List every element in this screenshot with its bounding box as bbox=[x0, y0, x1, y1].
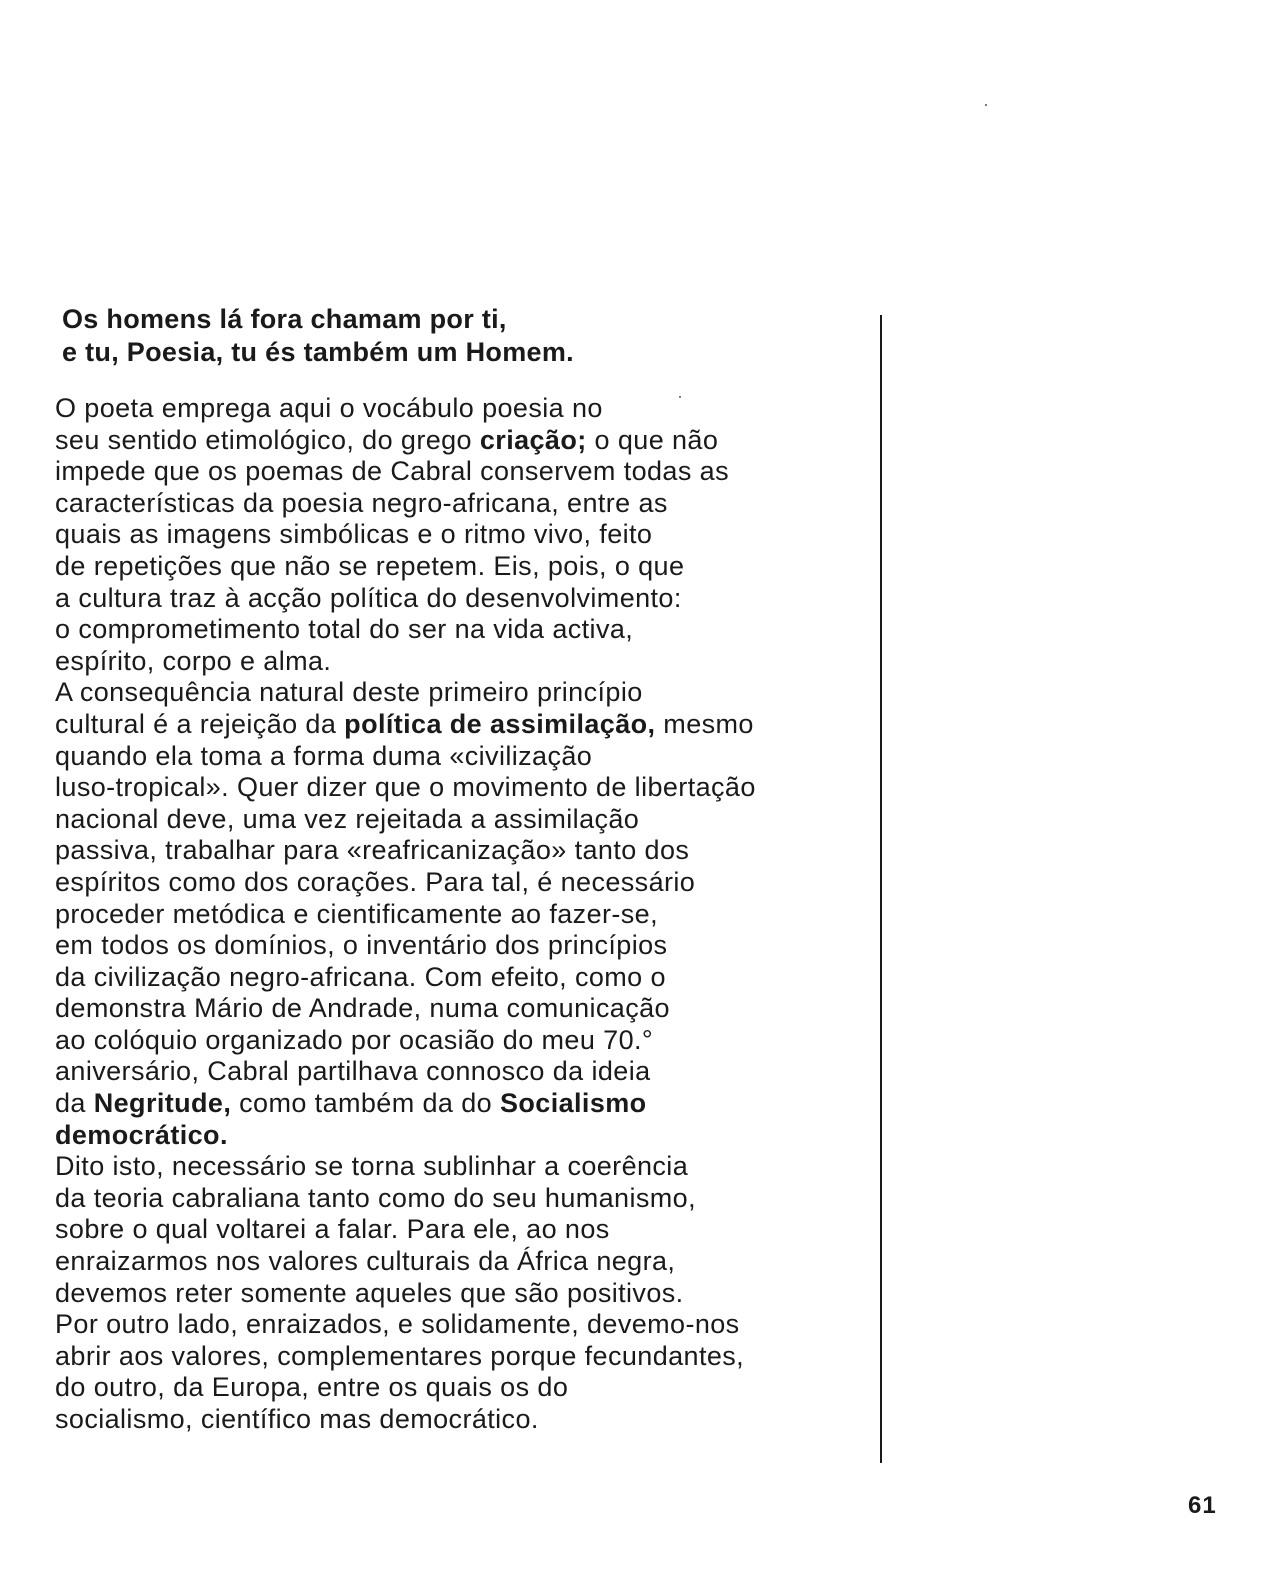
text-line bbox=[55, 456, 875, 488]
text-line bbox=[55, 1309, 875, 1341]
text-line bbox=[55, 551, 875, 583]
text-line bbox=[55, 677, 875, 709]
margin-rule bbox=[880, 315, 882, 1463]
text-line bbox=[55, 962, 875, 994]
body-paragraphs bbox=[55, 393, 875, 1436]
text-run: proceder metódica e cientificamente ao fazer-se, bbox=[55, 898, 658, 929]
scan-speck bbox=[985, 104, 987, 106]
epigraph-line: Os homens lá fora chamam por ti, bbox=[62, 304, 507, 334]
text-run: demonstra Mário de Andrade, numa comunicação bbox=[55, 993, 670, 1024]
text-run: a cultura traz à acção política do desenvolvimento: bbox=[55, 582, 682, 613]
text-line bbox=[55, 1341, 875, 1373]
text-run: de repetições que não se repetem. Eis, pois, o que bbox=[55, 550, 685, 581]
text-run: impede que os poemas de Cabral conservem todas as bbox=[55, 456, 729, 487]
text-run: quais as imagens simbólicas e o ritmo vivo, feito bbox=[55, 519, 653, 550]
text-run: ao colóquio organizado por ocasião do meu 70.° bbox=[55, 1024, 654, 1055]
bold-term: criação; bbox=[479, 424, 587, 455]
epigraph-line: e tu, Poesia, tu és também um Homem. bbox=[62, 337, 574, 367]
text-line bbox=[55, 772, 875, 804]
text-line bbox=[55, 1372, 875, 1404]
text-line bbox=[55, 867, 875, 899]
bold-term: política de assimilação, bbox=[344, 708, 656, 739]
text-line bbox=[55, 425, 875, 457]
text-line bbox=[55, 1056, 875, 1088]
text-run: A consequência natural deste primeiro princípio bbox=[55, 677, 643, 708]
text-run: cultural é a rejeição da bbox=[55, 708, 345, 739]
text-line bbox=[55, 1151, 875, 1183]
text-run: da bbox=[55, 1088, 94, 1119]
text-run: socialismo, científico mas democrático. bbox=[55, 1404, 539, 1434]
text-run: Por outro lado, enraizados, e solidamente, devemo-nos bbox=[55, 1309, 740, 1340]
text-run: seu sentido etimológico, do grego bbox=[55, 424, 480, 455]
text-line bbox=[55, 835, 875, 867]
text-run: abrir aos valores, complementares porque fecundantes, bbox=[55, 1340, 745, 1371]
text-line bbox=[55, 899, 875, 931]
text-run: Dito isto, necessário se torna sublinhar a coerência bbox=[55, 1151, 689, 1182]
text-line bbox=[55, 804, 875, 836]
text-run: devemos reter somente aqueles que são positivos. bbox=[55, 1277, 684, 1308]
text-run: O poeta emprega aqui o vocábulo poesia no bbox=[55, 393, 603, 423]
text-line bbox=[55, 646, 875, 678]
text-line bbox=[55, 1278, 875, 1310]
text-line bbox=[55, 583, 875, 615]
text-line bbox=[55, 519, 875, 551]
text-line bbox=[55, 1025, 875, 1057]
text-line bbox=[55, 1404, 875, 1436]
text-run: da teoria cabraliana tanto como do seu humanismo, bbox=[55, 1182, 696, 1213]
text-line bbox=[55, 1120, 875, 1152]
text-line bbox=[55, 709, 875, 741]
text-line bbox=[55, 1088, 875, 1120]
text-run: espíritos como dos corações. Para tal, é necessário bbox=[55, 866, 696, 897]
text-line bbox=[55, 393, 875, 425]
page-number: 61 bbox=[1188, 1492, 1217, 1519]
text-run: espírito, corpo e alma. bbox=[55, 645, 332, 676]
text-run: mesmo bbox=[655, 708, 754, 739]
text-run: enraizarmos nos valores culturais da África negra, bbox=[55, 1246, 676, 1277]
epigraph bbox=[62, 303, 574, 369]
text-run: o comprometimento total do ser na vida activa, bbox=[55, 614, 634, 645]
text-line bbox=[55, 1214, 875, 1246]
text-run: nacional deve, uma vez rejeitada a assimilação bbox=[55, 803, 640, 834]
text-run: passiva, trabalhar para «reafricanização» tanto dos bbox=[55, 835, 690, 866]
text-run: aniversário, Cabral partilhava connosco da ideia bbox=[55, 1056, 651, 1087]
text-line bbox=[55, 741, 875, 773]
text-line bbox=[55, 1246, 875, 1278]
text-run: quando ela toma a forma duma «civilização bbox=[55, 740, 593, 771]
text-run: da civilização negro-africana. Com efeito, como o bbox=[55, 961, 666, 992]
text-run: o que não bbox=[586, 424, 719, 455]
bold-term: Negritude, bbox=[93, 1088, 232, 1119]
text-run: em todos os domínios, o inventário dos princípios bbox=[55, 930, 668, 961]
text-run: características da poesia negro-africana, entre as bbox=[55, 487, 668, 518]
text-line bbox=[55, 614, 875, 646]
text-run: luso-tropical». Quer dizer que o movimento de libertação bbox=[55, 772, 756, 803]
text-line bbox=[55, 488, 875, 520]
text-line bbox=[55, 993, 875, 1025]
bold-term: democrático. bbox=[55, 1119, 228, 1150]
text-run: sobre o qual voltarei a falar. Para ele, ao nos bbox=[55, 1214, 610, 1245]
bold-term: Socialismo bbox=[499, 1088, 647, 1119]
text-line bbox=[55, 1183, 875, 1215]
text-run: do outro, da Europa, entre os quais os do bbox=[55, 1372, 569, 1403]
text-line bbox=[55, 930, 875, 962]
text-run: como também da do bbox=[231, 1088, 500, 1119]
